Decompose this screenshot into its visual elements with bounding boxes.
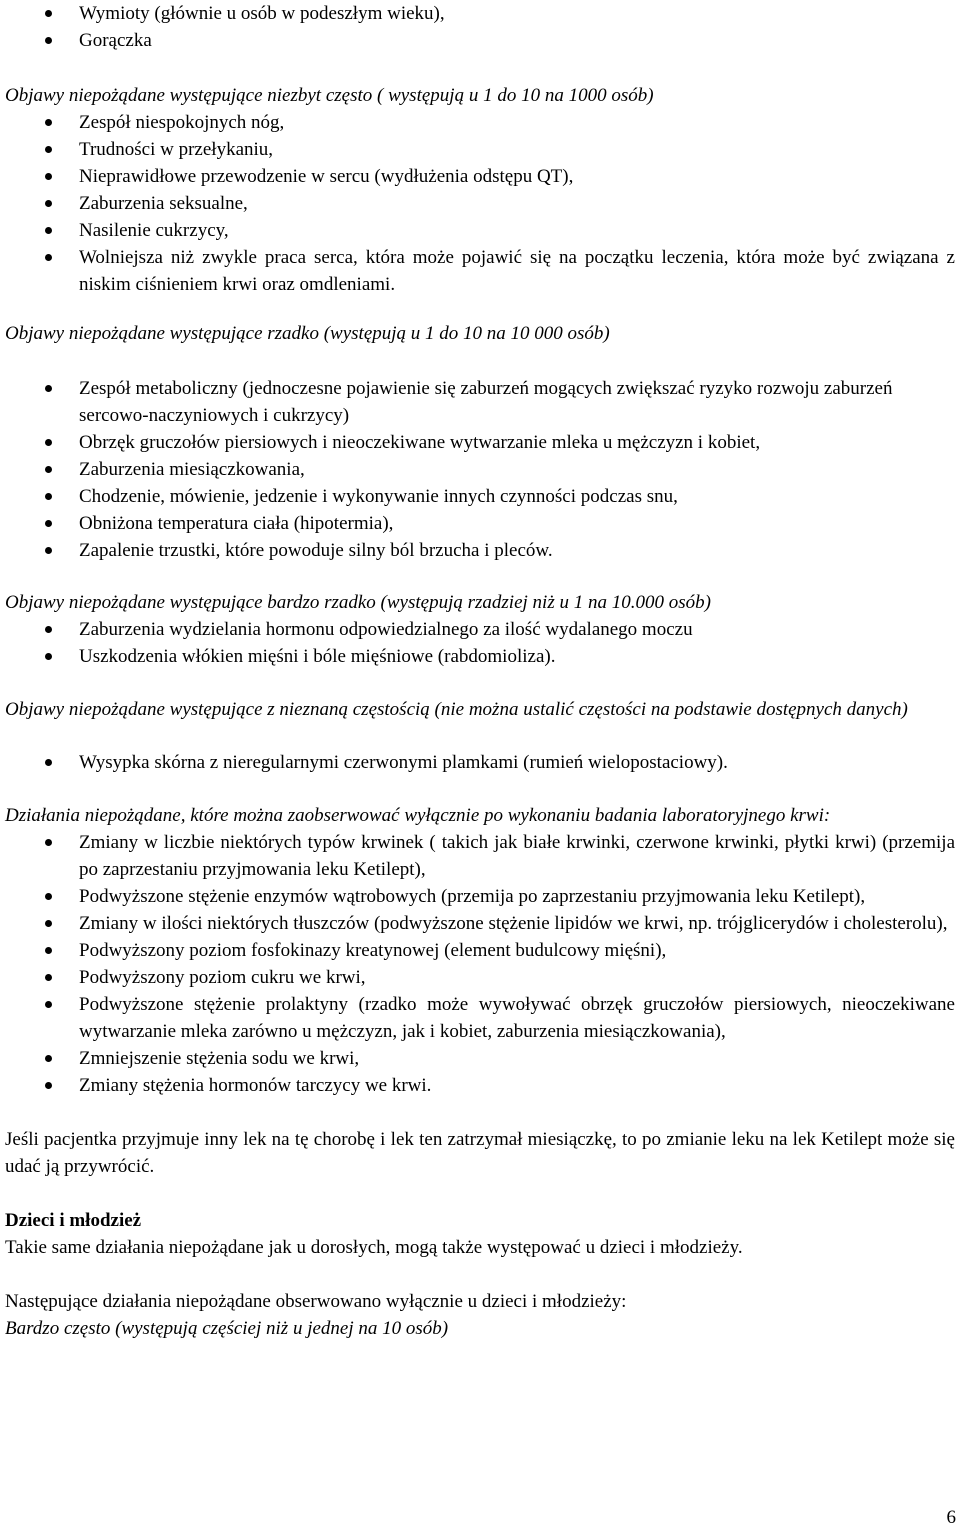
list-unknown <box>5 749 955 776</box>
list-item: Podwyższony poziom cukru we krwi, <box>5 964 955 991</box>
list-item: Obniżona temperatura ciała (hipotermia), <box>5 510 955 537</box>
list-item: Zapalenie trzustki, które powoduje silny ból brzucha i pleców. <box>5 537 955 564</box>
children-very-common: Bardzo często (występują częściej niż u jednej na 10 osób) <box>5 1318 449 1339</box>
children-title: Dzieci i młodzież <box>5 1210 142 1231</box>
list-item: Zmiany stężenia hormonów tarczycy we krwi. <box>5 1072 955 1099</box>
list-item: Podwyższone stężenie enzymów wątrobowych (przemija po zaprzestaniu przyjmowania leku Ketilept), <box>5 883 955 910</box>
list-lab <box>5 829 955 1099</box>
list-item: Zmiany w liczbie niektórych typów krwinek ( takich jak białe krwinki, czerwone krwinki, płytki krwi) (przemija po zaprzestaniu przyjmowania leku Ketilept), <box>5 829 955 883</box>
list-item: Podwyższony poziom fosfokinazy kreatynowej (element budulcowy mięśni), <box>5 937 955 964</box>
list-top <box>5 0 955 54</box>
list-very-rare <box>5 616 955 670</box>
list-uncommon <box>5 109 955 298</box>
list-item: Wymioty (głównie u osób w podeszłym wieku), <box>5 0 955 27</box>
heading-unknown: Objawy niepożądane występujące z nieznaną częstością (nie można ustalić częstości na podstawie dostępnych danych) <box>5 699 908 720</box>
list-item: Chodzenie, mówienie, jedzenie i wykonywanie innych czynności podczas snu, <box>5 483 955 510</box>
list-item: Obrzęk gruczołów piersiowych i nieoczekiwane wytwarzanie mleka u mężczyzn i kobiet, <box>5 429 955 456</box>
paragraph-period: Jeśli pacjentka przyjmuje inny lek na tę chorobę i lek ten zatrzymał miesiączkę, to po zmianie leku na lek Ketilept może się udać ją przywrócić. <box>5 1129 955 1177</box>
children-observed: Następujące działania niepożądane obserwowano wyłącznie u dzieci i młodzieży: <box>5 1291 627 1312</box>
list-item: Zespół niespokojnych nóg, <box>5 109 955 136</box>
list-item: Wysypka skórna z nieregularnymi czerwonymi plamkami (rumień wielopostaciowy). <box>5 749 955 776</box>
heading-lab: Działania niepożądane, które można zaobserwować wyłącznie po wykonaniu badania laboratoryjnego krwi: <box>5 805 831 826</box>
list-item: Zmiany w ilości niektórych tłuszczów (podwyższone stężenie lipidów we krwi, np. trójglicerydów i cholesterolu), <box>5 910 955 937</box>
heading-very-rare: Objawy niepożądane występujące bardzo rzadko (występują rzadziej niż u 1 na 10.000 osób) <box>5 592 711 613</box>
list-item: Nieprawidłowe przewodzenie w sercu (wydłużenia odstępu QT), <box>5 163 955 190</box>
list-item: Wolniejsza niż zwykle praca serca, która może pojawić się na początku leczenia, która może być związana z niskim ciśnieniem krwi oraz omdleniami. <box>5 244 955 298</box>
heading-uncommon: Objawy niepożądane występujące niezbyt często ( występują u 1 do 10 na 1000 osób) <box>5 85 654 106</box>
children-text: Takie same działania niepożądane jak u dorosłych, mogą także występować u dzieci i młodzieży. <box>5 1237 743 1258</box>
list-item: Podwyższone stężenie prolaktyny (rzadko może wywoływać obrzęk gruczołów piersiowych, nieoczekiwane wytwarzanie mleka zarówno u mężczyzn, jak i kobiet, zaburzenia miesiączkowania), <box>5 991 955 1045</box>
list-item: Zespół metaboliczny (jednoczesne pojawienie się zaburzeń mogących zwiększać ryzyko rozwoju zaburzeń sercowo-naczyniowych i cukrzycy) <box>5 375 955 429</box>
list-item: Zaburzenia seksualne, <box>5 190 955 217</box>
page-number: 6 <box>946 1507 956 1528</box>
list-rare <box>5 375 955 564</box>
list-item: Uszkodzenia włókien mięśni i bóle mięśniowe (rabdomioliza). <box>5 643 955 670</box>
list-item: Zmniejszenie stężenia sodu we krwi, <box>5 1045 955 1072</box>
page-content <box>5 0 955 1342</box>
list-item: Trudności w przełykaniu, <box>5 136 955 163</box>
heading-rare: Objawy niepożądane występujące rzadko (występują u 1 do 10 na 10 000 osób) <box>5 323 610 344</box>
list-item: Nasilenie cukrzycy, <box>5 217 955 244</box>
list-item: Zaburzenia wydzielania hormonu odpowiedzialnego za ilość wydalanego moczu <box>5 616 955 643</box>
list-item: Zaburzenia miesiączkowania, <box>5 456 955 483</box>
list-item: Gorączka <box>5 27 955 54</box>
